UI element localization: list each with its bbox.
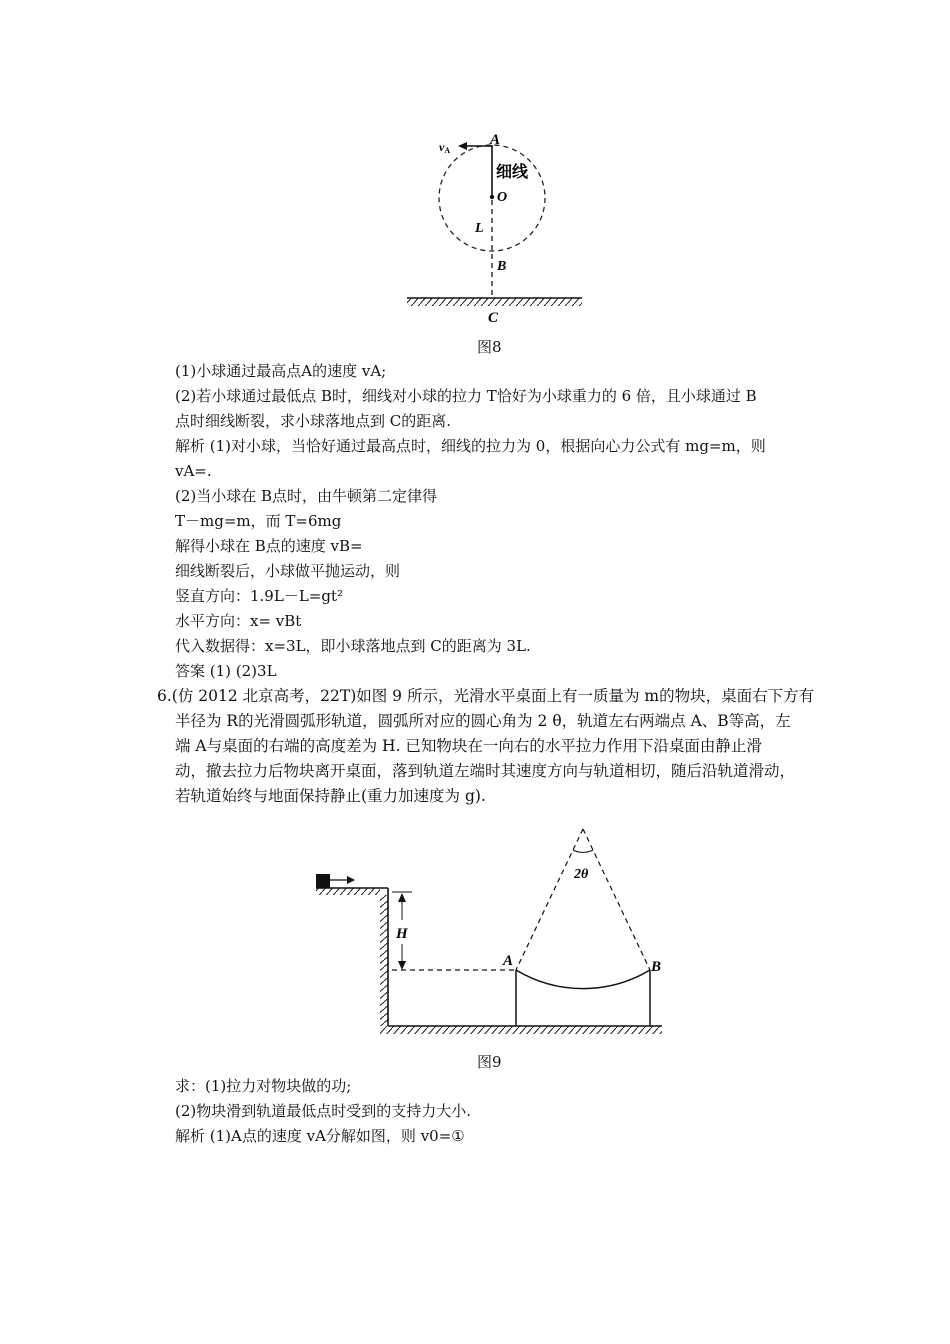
figure-9-caption: 图9 (477, 1053, 502, 1071)
problem6-line1: 6.(仿 2012 北京高考，22T)如图 9 所示，光滑水平桌面上有一质量为 m的物块，桌面右下方有 (157, 687, 815, 705)
problem5-solution2-line3: 解得小球在 B点的速度 vB= (175, 537, 363, 555)
problem5-q2-line2: 点时细线断裂，求小球落地点到 C的距离. (175, 412, 452, 430)
problem5-solution2-line4: 细线断裂后，小球做平抛运动，则 (175, 562, 401, 580)
table-wall-hatching (380, 895, 388, 1026)
label-H: H (396, 926, 408, 942)
label-thread: 细线 (496, 164, 529, 181)
problem5-answer: 答案 (1) (2)3L (175, 662, 277, 680)
label-B: B (497, 259, 507, 274)
problem6-ask2: (2)物块滑到轨道最低点时受到的支持力大小. (175, 1102, 472, 1120)
arc-track (516, 970, 650, 989)
angle-arc (573, 850, 593, 852)
ground-hatching (407, 298, 582, 306)
problem5-solution2-line1: (2)当小球在 B点时，由牛顿第二定律得 (175, 487, 438, 505)
problem6-line2: 半径为 R的光滑圆弧形轨道，圆弧所对应的圆心角为 2 θ，轨道左右两端点 A、B等高，左 (175, 712, 791, 730)
table-top-hatching (316, 888, 380, 895)
problem6-solution: 解析 (1)A点的速度 vA分解如图，则 v0=① (175, 1127, 465, 1145)
label-vA: vA (439, 140, 451, 155)
H-arrowhead-up (398, 893, 406, 902)
floor-hatching (380, 1026, 662, 1034)
velocity-arrowhead (458, 142, 467, 150)
block (316, 874, 330, 888)
problem6-ask1: 求：(1)拉力对物块做的功; (175, 1077, 352, 1095)
label-2theta: 2θ (574, 867, 589, 882)
problem5-q1: (1)小球通过最高点A的速度 vA; (175, 362, 387, 380)
problem6-line3: 端 A与桌面的右端的高度差为 H. 已知物块在一向右的水平拉力作用下沿桌面由静止滑 (175, 737, 762, 755)
problem6-line5: 若轨道始终与地面保持静止(重力加速度为 g). (175, 787, 486, 805)
pull-arrowhead (347, 876, 355, 884)
figure-8 (0, 0, 950, 340)
problem6-line4: 动，撤去拉力后物块离开桌面，落到轨道左端时其速度方向与轨道相切，随后沿轨道滑动， (175, 762, 796, 780)
label-A: A (490, 132, 501, 148)
problem5-solution2-line2: T－mg=m，而 T=6mg (175, 512, 342, 530)
label-O: O (497, 190, 508, 205)
label-A9: A (503, 953, 514, 969)
figure-9 (0, 820, 950, 1080)
center-point-O (490, 195, 494, 199)
H-arrowhead-down (398, 961, 406, 970)
problem5-solution2-line7: 代入数据得：x=3L，即小球落地点到 C的距离为 3L. (175, 637, 531, 655)
problem5-solution2-line6: 水平方向：x= vBt (175, 612, 302, 630)
problem5-solution1-line2: vA=. (175, 462, 212, 480)
label-L: L (475, 221, 484, 236)
figure-8-caption: 图8 (477, 338, 502, 356)
label-C: C (488, 310, 499, 326)
problem5-solution1-line1: 解析 (1)对小球，当恰好通过最高点时，细线的拉力为 0，根据向心力公式有 mg=m，则 (175, 437, 766, 455)
label-B9: B (651, 959, 662, 975)
problem5-solution2-line5: 竖直方向：1.9L－L=gt² (175, 587, 343, 605)
problem5-q2-line1: (2)若小球通过最低点 B时，细线对小球的拉力 T恰好为小球重力的 6 倍，且小球通过 B (175, 387, 757, 405)
